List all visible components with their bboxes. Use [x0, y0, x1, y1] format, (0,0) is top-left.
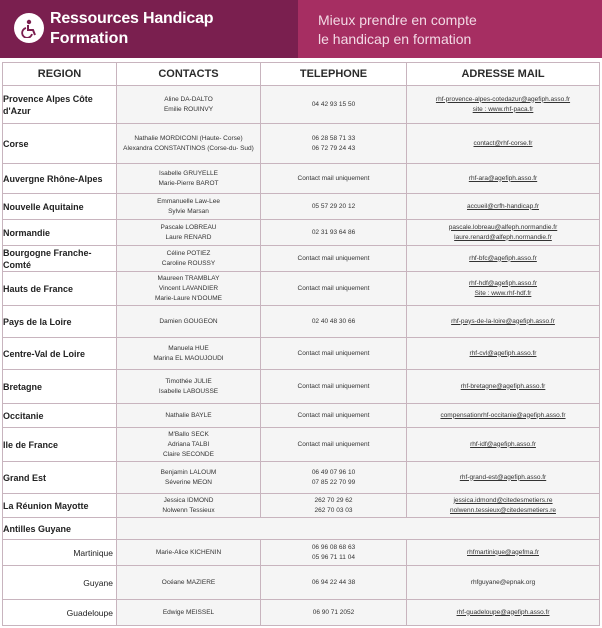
region-cell: Hauts de France: [3, 272, 117, 306]
contacts-cell: [117, 220, 261, 246]
contacts-line: Benjamin LALOUM: [160, 468, 217, 476]
telephone-line: Contact mail uniquement: [297, 349, 370, 357]
region-cell: Centre-Val de Loire: [3, 338, 117, 370]
telephone-line: 02 40 48 30 66: [311, 317, 356, 325]
contacts-cell: [117, 246, 261, 272]
region-cell: Nouvelle Aquitaine: [3, 194, 117, 220]
telephone-cell: [261, 246, 407, 272]
telephone-cell: [261, 370, 407, 404]
email-line[interactable]: contact@rhf-corse.fr: [473, 139, 533, 147]
contacts-line: Nathalie BAYLE: [165, 411, 212, 419]
email-line[interactable]: rhf-idf@agefiph.asso.fr: [470, 440, 536, 448]
table-row: [3, 494, 600, 518]
region-cell: Guadeloupe: [3, 600, 117, 626]
table-row: [3, 306, 600, 338]
email-cell: [407, 540, 600, 566]
telephone-line: 04 42 93 15 50: [311, 100, 356, 108]
region-cell: Provence Alpes Côte d'Azur: [3, 86, 117, 124]
email-cell: [407, 272, 600, 306]
contacts-line: Sylvie Marsan: [168, 207, 209, 215]
email-cell: [407, 246, 600, 272]
contacts-line: Caroline ROUSSY: [161, 259, 216, 267]
contacts-line: Aline DA-DALTO: [164, 95, 213, 103]
email-cell: [407, 124, 600, 164]
contacts-cell: [117, 306, 261, 338]
telephone-line: Contact mail uniquement: [297, 254, 370, 262]
tagline-line1: Mieux prendre en compte: [318, 12, 477, 28]
contacts-line: Manuela HUE: [168, 344, 209, 352]
email-line[interactable]: accueil@crfh-handicap.fr: [467, 202, 539, 210]
contacts-cell: [117, 338, 261, 370]
contacts-cell: [117, 194, 261, 220]
telephone-cell: [261, 404, 407, 428]
contacts-cell: [117, 428, 261, 462]
table-row: [3, 124, 600, 164]
email-line[interactable]: Site : www.rhf-hdf.fr: [474, 289, 532, 297]
email-line[interactable]: site : www.rhf-paca.fr: [472, 105, 534, 113]
contacts-line: Timothée JULIE: [165, 377, 212, 385]
region-cell: Guyane: [3, 566, 117, 600]
telephone-line: Contact mail uniquement: [297, 382, 370, 390]
email-line[interactable]: rhf-pays-de-la-loire@agefiph.asso.fr: [451, 317, 555, 325]
telephone-cell: [261, 194, 407, 220]
email-cell: [407, 370, 600, 404]
contacts-line: Marina EL MAOUJOUDI: [153, 354, 224, 362]
contacts-cell: [117, 600, 261, 626]
telephone-line: 02 31 93 64 86: [311, 228, 356, 236]
region-cell: Ile de France: [3, 428, 117, 462]
table-row: [3, 220, 600, 246]
email-cell: [407, 494, 600, 518]
telephone-line: 262 70 29 62: [314, 496, 353, 504]
wheelchair-logo-icon: [14, 13, 44, 43]
email-line[interactable]: jessica.idmond@citedesmetiers.re: [453, 496, 553, 504]
email-cell: [407, 404, 600, 428]
table-row: [3, 600, 600, 626]
contacts-line: Isabelle LABOUSSE: [158, 387, 219, 395]
region-cell: Corse: [3, 124, 117, 164]
contacts-line: Vincent LAVANDIER: [158, 284, 219, 292]
region-cell: Antilles Guyane: [3, 518, 117, 540]
contacts-cell: [117, 566, 261, 600]
telephone-line: 05 96 71 11 04: [312, 553, 355, 561]
contacts-line: Maureen TRAMBLAY: [157, 274, 220, 282]
region-cell: Occitanie: [3, 404, 117, 428]
contacts-line: Emmanuelle Law-Lee: [157, 197, 220, 205]
telephone-cell: [261, 462, 407, 494]
email-line[interactable]: rhf-ara@agefiph.asso.fr: [468, 174, 538, 182]
email-line[interactable]: nolwenn.tessieux@citedesmetiers.re: [450, 506, 556, 514]
telephone-cell: [261, 494, 407, 518]
table-row: [3, 404, 600, 428]
table-row: [3, 518, 600, 540]
table-row: [3, 194, 600, 220]
email-line[interactable]: rhf-cvl@agefiph.asso.fr: [469, 349, 537, 357]
header-banner: [0, 0, 602, 58]
telephone-cell: [261, 220, 407, 246]
email-cell: [407, 428, 600, 462]
contacts-line: Marie-Laure N'DOUME: [155, 294, 222, 302]
contacts-line: Laure RENARD: [165, 233, 212, 241]
email-cell: [407, 566, 600, 600]
telephone-cell: [261, 306, 407, 338]
tagline-panel: [298, 0, 602, 58]
contacts-line: Edwige MEISSEL: [162, 608, 215, 616]
region-cell: Normandie: [3, 220, 117, 246]
table-row: [3, 428, 600, 462]
email-line[interactable]: rhf-bretagne@agefiph.asso.fr: [460, 382, 546, 390]
telephone-line: Contact mail uniquement: [297, 440, 370, 448]
telephone-cell: [261, 600, 407, 626]
column-header-telephone: TELEPHONE: [261, 63, 407, 86]
telephone-line: Contact mail uniquement: [297, 174, 370, 182]
contacts-cell: [117, 370, 261, 404]
contacts-cell: [117, 540, 261, 566]
contacts-cell: [117, 272, 261, 306]
telephone-cell: [261, 272, 407, 306]
contacts-line: Adriana TALBI: [167, 440, 210, 448]
region-cell: La Réunion Mayotte: [3, 494, 117, 518]
email-line[interactable]: rhf-bfc@agefiph.asso.fr: [469, 254, 537, 262]
contacts-cell: [117, 494, 261, 518]
telephone-line: 262 70 03 03: [314, 506, 353, 514]
email-line[interactable]: rhfmartinique@agefma.fr: [467, 548, 539, 556]
telephone-line: 06 96 08 68 63: [311, 543, 356, 551]
telephone-line: 06 94 22 44 38: [311, 578, 356, 586]
contacts-cell: [117, 124, 261, 164]
contacts-line: Nathalie MORDICONI (Haute- Corse): [134, 134, 243, 142]
brand-panel: [0, 0, 298, 58]
contacts-line: Marie-Pierre BAROT: [158, 179, 219, 187]
contacts-cell: [117, 86, 261, 124]
contacts-line: Océane MAZIERE: [161, 578, 216, 586]
region-cell: Auvergne Rhône-Alpes: [3, 164, 117, 194]
table-body: [3, 86, 600, 626]
telephone-cell: [261, 566, 407, 600]
email-cell: [407, 338, 600, 370]
contacts-line: Claire SECONDE: [163, 450, 214, 458]
empty-cell: [117, 518, 600, 540]
contacts-line: Séverine MEON: [165, 478, 212, 486]
column-header-contacts: CONTACTS: [117, 63, 261, 86]
contacts-cell: [117, 164, 261, 194]
telephone-cell: [261, 338, 407, 370]
email-cell: [407, 164, 600, 194]
region-cell: Bourgogne Franche-Comté: [3, 246, 117, 272]
email-line[interactable]: rhf-provence-alpes-cotedazur@agefiph.asso.fr: [435, 95, 571, 103]
email-cell: [407, 194, 600, 220]
brand-name-line1: Ressources Handicap: [50, 10, 214, 27]
contacts-line: Alexandra CONSTANTINOS (Corse-du- Sud): [123, 144, 254, 152]
telephone-line: 05 57 29 20 12: [311, 202, 356, 210]
email-line[interactable]: rhfguyane@epnak.org: [470, 578, 536, 586]
region-cell: Bretagne: [3, 370, 117, 404]
contacts-line: M'Ballo SECK: [168, 430, 209, 438]
telephone-cell: [261, 86, 407, 124]
column-header-email: ADRESSE MAIL: [407, 63, 600, 86]
email-cell: [407, 220, 600, 246]
table-row: [3, 272, 600, 306]
telephone-line: Contact mail uniquement: [297, 284, 370, 292]
table-row: [3, 86, 600, 124]
contacts-cell: [117, 462, 261, 494]
email-cell: [407, 306, 600, 338]
contacts-line: Marie-Alice KICHENIN: [155, 548, 222, 556]
region-cell: Pays de la Loire: [3, 306, 117, 338]
contacts-line: Emilie ROUINVY: [163, 105, 214, 113]
email-cell: [407, 86, 600, 124]
telephone-line: 07 85 22 70 99: [311, 478, 356, 486]
contacts-line: Nolwenn Tessieux: [162, 506, 215, 514]
brand-name-line2: Formation: [50, 30, 129, 47]
table-row: [3, 164, 600, 194]
email-line[interactable]: laure.renard@alfeph.normandie.fr: [454, 233, 552, 241]
telephone-line: 06 72 79 24 43: [311, 144, 356, 152]
telephone-line: 06 28 58 71 33: [311, 134, 356, 142]
table-row: [3, 462, 600, 494]
contacts-line: Céline POTIEZ: [166, 249, 211, 257]
column-header-region: REGION: [3, 63, 117, 86]
telephone-cell: [261, 124, 407, 164]
contacts-table: [2, 62, 600, 626]
email-line[interactable]: rhf-hdf@agefiph.asso.fr: [468, 279, 538, 287]
table-header-row: [3, 63, 600, 86]
email-cell: [407, 462, 600, 494]
telephone-line: 06 49 07 96 10: [311, 468, 356, 476]
table-row: [3, 566, 600, 600]
telephone-cell: [261, 164, 407, 194]
region-cell: Martinique: [3, 540, 117, 566]
tagline-line2: le handicap en formation: [318, 31, 472, 47]
telephone-line: 06 90 71 2052: [312, 608, 355, 616]
table-row: [3, 246, 600, 272]
email-cell: [407, 600, 600, 626]
region-cell: Grand Est: [3, 462, 117, 494]
email-line[interactable]: rhf-guadeloupe@agefiph.asso.fr: [456, 608, 550, 616]
contacts-line: Pascale LOBREAU: [160, 223, 217, 231]
email-line[interactable]: compensationrhf-occitanie@agefiph.asso.fr: [440, 411, 566, 419]
email-line[interactable]: rhf-grand-est@agefiph.asso.fr: [459, 473, 547, 481]
table-row: [3, 540, 600, 566]
email-line[interactable]: pascale.lobreau@alfeph.normandie.fr: [448, 223, 558, 231]
contacts-line: Jessica IDMOND: [163, 496, 214, 504]
contacts-line: Isabelle GRUYELLE: [159, 169, 218, 177]
table-row: [3, 370, 600, 404]
contacts-cell: [117, 404, 261, 428]
telephone-cell: [261, 428, 407, 462]
telephone-line: Contact mail uniquement: [297, 411, 370, 419]
telephone-cell: [261, 540, 407, 566]
table-row: [3, 338, 600, 370]
contacts-line: Damien GOUGEON: [159, 317, 218, 325]
